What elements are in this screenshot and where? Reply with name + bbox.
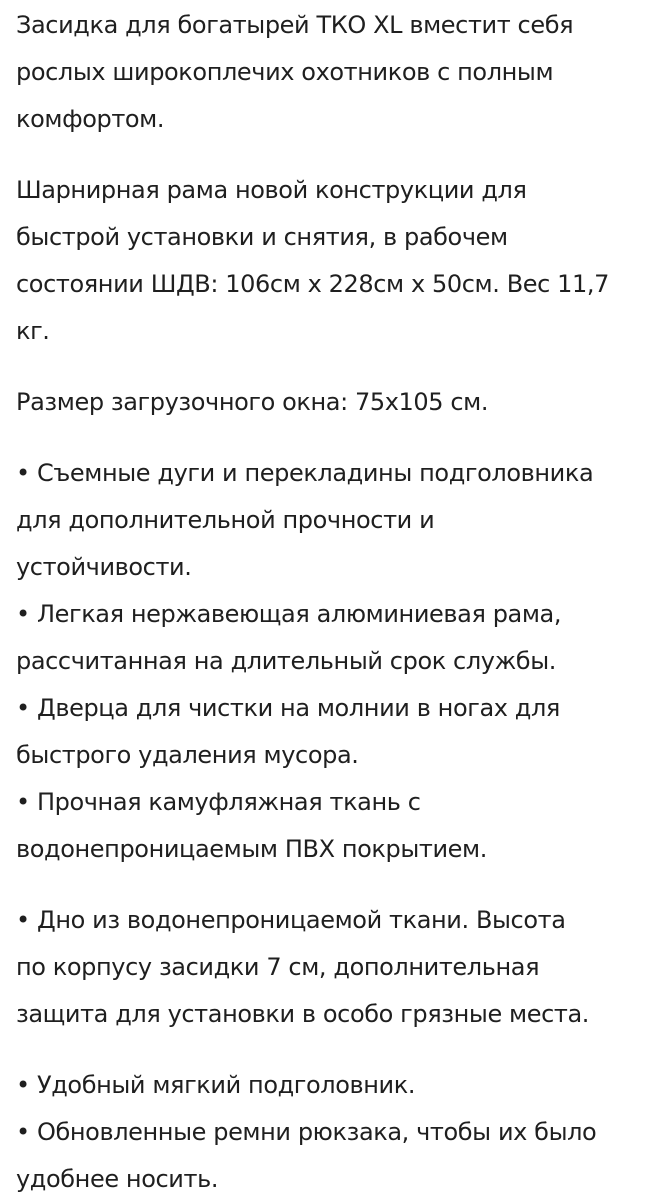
window-size-paragraph	[16, 379, 637, 426]
list-item: • Прочная камуфляжная ткань с	[16, 788, 421, 816]
text-line: удобнее носить.	[16, 1165, 219, 1193]
list-item: • Дверца для чистки на молнии в ногах для	[16, 694, 560, 722]
text-line: Шарнирная рама новой конструкции для	[16, 176, 527, 204]
list-item: • Съемные дуги и перекладины подголовника	[16, 459, 594, 487]
text-line: для дополнительной прочности и	[16, 506, 435, 534]
frame-paragraph	[16, 167, 637, 355]
intro-paragraph	[16, 2, 637, 143]
text-line: защита для установки в особо грязные места.	[16, 1000, 590, 1028]
list-item: • Обновленные ремни рюкзака, чтобы их было	[16, 1118, 597, 1146]
text-line: состоянии ШДВ: 106см х 228см х 50см. Вес 11,7	[16, 270, 610, 298]
text-line: водонепроницаемым ПВХ покрытием.	[16, 835, 487, 863]
text-line: по корпусу засидки 7 см, дополнительная	[16, 953, 540, 981]
text-line: Размер загрузочного окна: 75х105 см.	[16, 388, 489, 416]
text-line: кг.	[16, 317, 50, 345]
list-item: • Удобный мягкий подголовник.	[16, 1071, 416, 1099]
text-line: быстрой установки и снятия, в рабочем	[16, 223, 508, 251]
text-line: рассчитанная на длительный срок службы.	[16, 647, 556, 675]
text-line: быстрого удаления мусора.	[16, 741, 359, 769]
list-item: • Легкая нержавеющая алюминиевая рама,	[16, 600, 562, 628]
list-item: • Дно из водонепроницаемой ткани. Высота	[16, 906, 566, 934]
text-line: Засидка для богатырей ТКО XL вместит себя	[16, 11, 574, 39]
text-line: рослых широкоплечих охотников с полным	[16, 58, 554, 86]
floor-paragraph	[16, 897, 637, 1038]
text-line: устойчивости.	[16, 553, 192, 581]
text-line: комфортом.	[16, 105, 165, 133]
comfort-paragraph	[16, 1062, 637, 1203]
features-list	[16, 450, 637, 873]
